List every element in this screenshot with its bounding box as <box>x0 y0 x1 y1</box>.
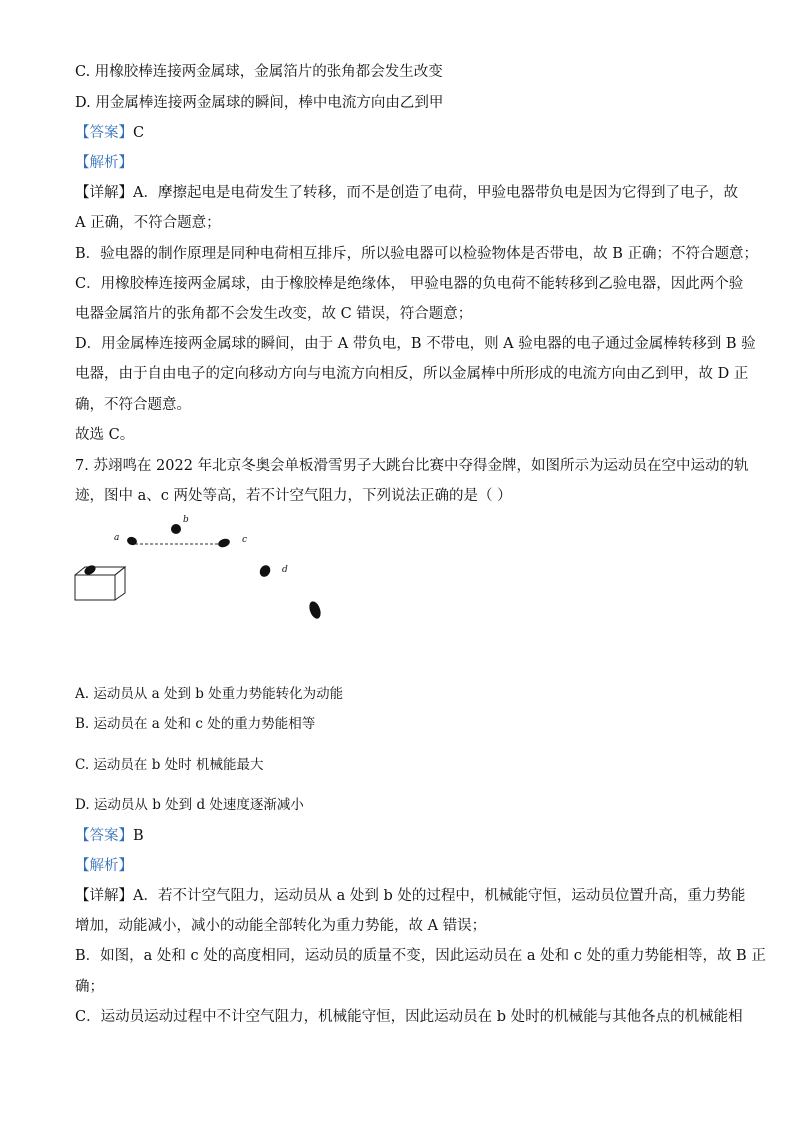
option-b: B. 运动员在 a 处和 c 处的重力势能相等 <box>75 716 316 732</box>
explanation-line: C．用橡胶棒连接两金属球，由于橡胶棒是绝缘体， 甲验电器的负电荷不能转移到乙验电器，因此两个验 <box>75 276 744 292</box>
label-a: a <box>114 533 120 543</box>
line-option-c-prev: C. 用橡胶棒连接两金属球，金属箔片的张角都会发生改变 <box>75 64 443 80</box>
skier-b-icon <box>171 524 181 534</box>
answer-tag: 【答案】 <box>75 828 133 844</box>
explanation-line: 确，不符合题意。 <box>75 397 191 413</box>
label-c: c <box>242 535 248 545</box>
explanation-line: 增加，动能减小，减小的动能全部转化为重力势能，故 A 错误； <box>75 918 487 934</box>
line-option-d-prev: D. 用金属棒连接两金属球的瞬间，棒中电流方向由乙到甲 <box>75 95 444 111</box>
explanation-line: 【详解】A．摩擦起电是电荷发生了转移，而不是创造了电荷，甲验电器带负电是因为它得到了电子，故 <box>75 185 738 201</box>
answer-line <box>75 826 144 846</box>
explanation-line: D．用金属棒连接两金属球的瞬间，由于 A 带负电，B 不带电，则 A 验电器的电子通过金属棒转移到 B 验 <box>75 336 756 352</box>
explanation-line: A 正确，不符合题意； <box>75 215 221 231</box>
skier-a-icon <box>126 536 138 547</box>
explanation-line: 确； <box>75 979 104 995</box>
skier-d-icon <box>258 563 273 578</box>
ramp-icon <box>75 567 125 600</box>
analysis-tag-prev: 【解析】 <box>75 155 133 171</box>
skier-c-icon <box>217 537 231 549</box>
question-7-stem: 迹，图中 a、c 两处等高，若不计空气阻力，下列说法正确的是（ ） <box>75 488 512 504</box>
option-c: C. 运动员在 b 处时 机械能最大 <box>75 757 264 773</box>
answer-value: C <box>133 125 145 141</box>
conclusion-line: 故选 C。 <box>75 427 135 443</box>
explanation-line: C．运动员运动过程中不计空气阻力，机械能守恒，因此运动员在 b 处时的机械能与其他各点的机械能相 <box>75 1009 743 1025</box>
label-b: b <box>183 515 189 525</box>
answer-value: B <box>133 828 144 844</box>
explanation-line: 电器金属箔片的张角都不会发生改变，故 C 错误，符合题意； <box>75 306 473 322</box>
answer-line-prev <box>75 123 144 143</box>
explanation-line: 【详解】A．若不计空气阻力，运动员从 a 处到 b 处的过程中，机械能守恒，运动员位置升高，重力势能 <box>75 888 746 904</box>
explanation-line: B．验电器的制作原理是同种电荷相互排斥，所以验电器可以检验物体是否带电，故 B 正确；不符合题意； <box>75 246 759 262</box>
answer-tag: 【答案】 <box>75 125 133 141</box>
explanation-line: B．如图，a 处和 c 处的高度相同，运动员的质量不变，因此运动员在 a 处和 c 处的重力势能相等，故 B 正 <box>75 948 766 964</box>
explanation-line: 电器，由于自由电子的定向移动方向与电流方向相反，所以金属棒中所形成的电流方向由乙到甲，故 D 正 <box>75 366 749 382</box>
option-d: D. 运动员从 b 处到 d 处速度逐渐减小 <box>75 797 304 813</box>
label-d: d <box>282 565 288 575</box>
trajectory-figure <box>70 515 350 635</box>
skier-landing-icon <box>307 600 323 620</box>
question-7-stem: 7. 苏翊鸣在 2022 年北京冬奥会单板滑雪男子大跳台比赛中夺得金牌，如图所示为运动员在空中运动的轨 <box>75 458 749 474</box>
analysis-tag: 【解析】 <box>75 858 133 874</box>
option-a: A. 运动员从 a 处到 b 处重力势能转化为动能 <box>75 686 344 702</box>
